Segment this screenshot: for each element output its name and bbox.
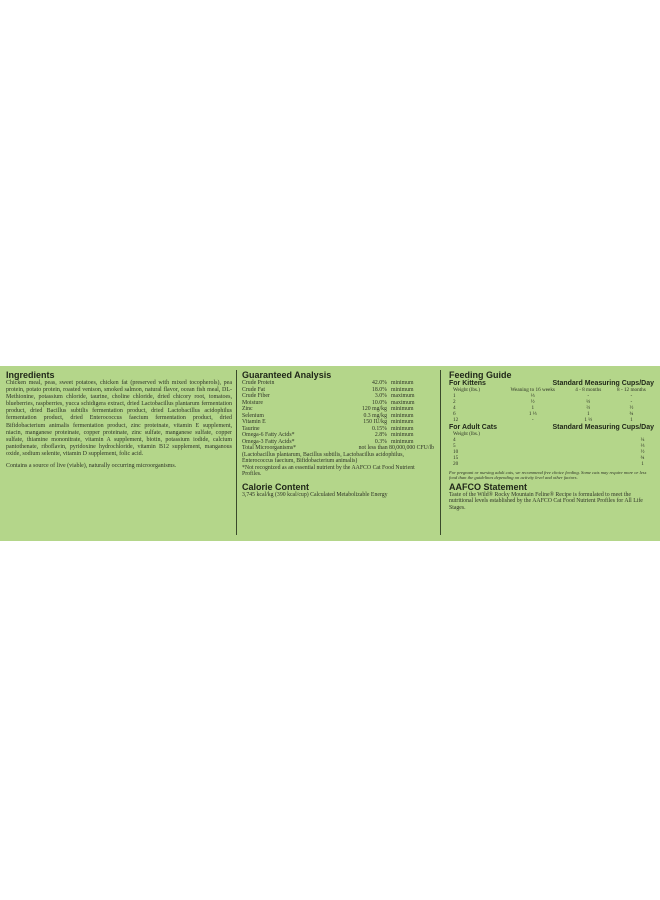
table-cell: ⅓ (586, 398, 591, 405)
table-cell: 1 (630, 416, 633, 423)
table-header-cell: Weaning to 16 weeks (510, 387, 555, 393)
aafco-heading: AAFCO Statement (449, 481, 528, 492)
table-header-cell: 4 - 8 months (575, 387, 602, 393)
analysis-name: Zinc (242, 406, 253, 412)
calorie-heading: Calorie Content (242, 481, 310, 492)
microorganisms-detail: (Lactobacillus plantarum, Bacillus subtilis, Lactobacillus acidophilus, Enterococcus faecium, Bifidobacterium animalis) (242, 451, 404, 464)
analysis-qualifier: minimum (390, 432, 414, 438)
analysis-section (242, 370, 434, 498)
table-cell: - (630, 392, 633, 399)
analysis-value: 0.3% (374, 438, 387, 445)
table-cell: 5 (453, 443, 456, 450)
aafco-text: Taste of the Wild® Rocky Mountain Feline® Recipe is formulated to meet the nutritional levels established by the AAFCO Cat Food Nutrient Profiles for All Life Stages. (449, 491, 643, 511)
analysis-value: 18.0% (371, 386, 387, 393)
analysis-name: Taurine (242, 425, 260, 432)
table-row (449, 462, 654, 468)
table-cell: - (531, 416, 534, 423)
table-cell: 4 (453, 437, 456, 444)
analysis-qualifier: minimum (390, 419, 414, 425)
adult-feeding-table (449, 432, 654, 467)
analysis-qualifier: minimum (390, 425, 414, 432)
kitten-feeding-table (449, 388, 654, 423)
table-cell: - (587, 392, 590, 399)
analysis-qualifier: minimum (390, 412, 414, 419)
table-cell: 2 (453, 398, 456, 405)
table-cell: ½ (629, 404, 634, 411)
adults-label: For Adult Cats (449, 424, 497, 432)
analysis-value: 120 mg/kg (362, 406, 387, 412)
table-cell: ½ (640, 449, 645, 456)
analysis-footnote: *Not recognized as an essential nutrient by the AAFCO Cat Food Nutrient Profiles. (242, 464, 415, 477)
calorie-text: 3,745 kcal/kg (390 kcal/cup) Calculated Metabolizable Energy (242, 491, 388, 498)
analysis-qualifier: minimum (390, 438, 414, 445)
table-cell: ⅓ (640, 443, 645, 450)
ingredients-heading: Ingredients (6, 370, 55, 380)
analysis-table (242, 380, 434, 445)
feed-label-panel (0, 366, 660, 541)
table-header-cell: Weight (lbs.) (453, 387, 480, 393)
table-cell: 10 (453, 449, 459, 456)
table-cell: 1 ⅓ (528, 410, 537, 417)
analysis-name: Selenium (242, 412, 264, 419)
feeding-section (449, 370, 654, 511)
table-cell: ⅓ (530, 392, 535, 399)
analysis-value: 2.8% (374, 432, 387, 438)
table-cell: 1 ⅓ (584, 416, 593, 423)
feeding-note: For pregnant or nursing adult cats, we recommend free choice feeding. Some cats may require more or less food than the guidelines depending on activity level and other factors. (449, 469, 647, 481)
analysis-value: not less than 80,000,000 CFU/lb (358, 445, 434, 451)
analysis-qualifier: maximum (390, 393, 415, 399)
analysis-qualifier: minimum (390, 380, 414, 386)
analysis-value: 150 IU/kg (363, 419, 387, 425)
table-cell: ¾ (640, 455, 645, 462)
ingredients-section (6, 370, 232, 470)
analysis-value: 0.15% (371, 425, 387, 432)
table-cell: 1 (453, 392, 456, 399)
table-cell: 12 (453, 416, 459, 423)
analysis-name: Omega-3 Fatty Acids* (242, 438, 295, 445)
analysis-qualifier: minimum (390, 386, 414, 393)
table-cell: ⅔ (586, 404, 591, 411)
analysis-value: 0.3 mg/kg (363, 412, 387, 419)
table-cell: ¾ (629, 410, 634, 417)
table-cell: 1 (641, 460, 644, 467)
analysis-name: Crude Fiber (242, 393, 270, 399)
table-row (449, 388, 654, 394)
cups-label: Standard Measuring Cups/Day (552, 380, 654, 387)
table-cell: 15 (453, 455, 459, 462)
table-cell: 6 (453, 410, 456, 417)
table-cell: 1 (586, 410, 590, 417)
column-divider (440, 370, 441, 535)
analysis-value: 10.0% (371, 399, 387, 406)
table-header-cell: 8 - 12 months (617, 387, 646, 393)
analysis-name: Moisture (242, 399, 263, 406)
analysis-heading: Guaranteed Analysis (242, 370, 332, 380)
analysis-value: 42.0% (371, 380, 387, 386)
column-divider (236, 370, 237, 535)
table-cell: ½ (530, 398, 535, 405)
analysis-name: Total Microorganisms* (242, 445, 297, 451)
table-cell: 20 (453, 460, 459, 467)
analysis-name: Crude Fat (242, 386, 266, 393)
table-cell: 4 (453, 404, 456, 411)
analysis-name: Omega-6 Fatty Acids* (242, 432, 295, 438)
microorganisms-note: Contains a source of live (viable), naturally occurring microorganisms. (6, 463, 177, 470)
table-cell: 1 (531, 404, 535, 411)
ingredients-text: Chicken meal, peas, sweet potatoes, chicken fat (preserved with mixed tocopherols), pea protein, potato protein, roasted venison, smoked salmon, natural flavor, ocean fish meal, DL-Methionine, potassium chloride, taurine, choline chloride, dried chicory root, tomatoes, blueberries, raspberries, yucca schidigera extract, dried Lactobacillus plantarum fermentation product, dried Bacillus subtilis fermentation product, dried Lactobacillus acidophilus fermentation product, dried Enterococcus faecium fermentation product, dried Bifidobacterium animalis fermentation product, zinc proteinate, vitamin E supplement, niacin, manganese proteinate, copper proteinate, zinc sulfate, manganese sulfate, copper sulfate, thiamine mononitrate, vitamin A supplement, biotin, potassium iodide, calcium pantothenate, riboflavin, pyridoxine hydrochloride, vitamin B12 supplement, manganous oxide, sodium selenite, vitamin D supplement, folic acid. (6, 380, 232, 457)
table-header-cell: Weight (lbs.) (453, 431, 480, 438)
kittens-label: For Kittens (449, 380, 486, 387)
table-cell: - (630, 398, 633, 405)
adults-cups-label: Standard Measuring Cups/Day (552, 424, 654, 432)
feeding-heading: Feeding Guide (449, 370, 512, 380)
analysis-value: 3.0% (374, 393, 387, 399)
analysis-name: Vitamin E (242, 419, 266, 425)
analysis-name: Crude Protein (242, 380, 275, 386)
analysis-qualifier: minimum (390, 406, 414, 412)
table-row (449, 418, 654, 424)
analysis-qualifier: maximum (390, 399, 415, 406)
table-cell: ¼ (640, 437, 645, 444)
